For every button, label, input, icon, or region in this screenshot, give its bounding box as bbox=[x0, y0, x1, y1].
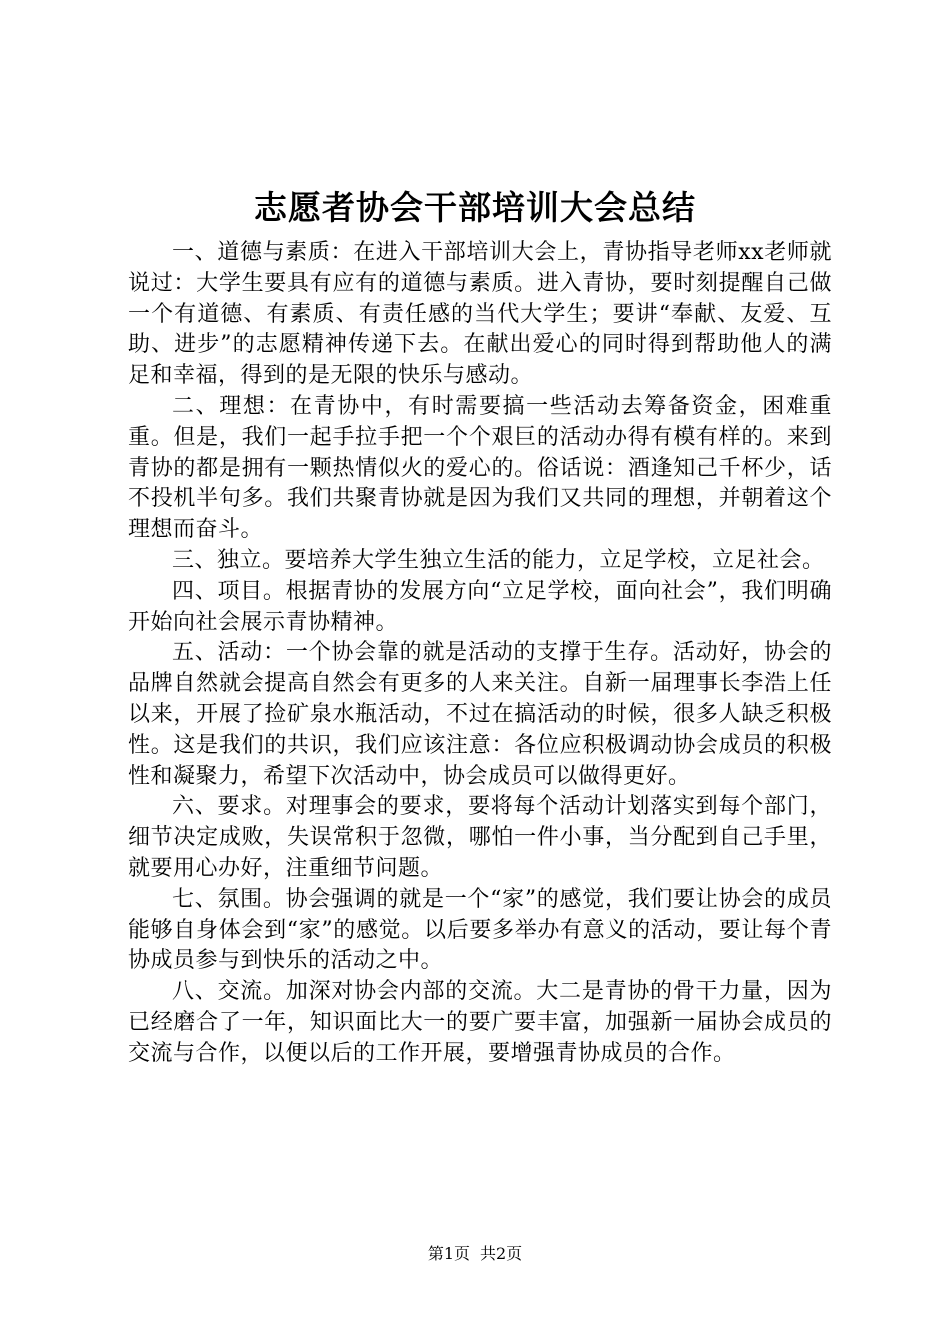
page-number: 第1页 bbox=[427, 1244, 470, 1263]
paragraph-project: 四、项目。根据青协的发展方向“立足学校，面向社会”，我们明确开始向社会展示青协精神。 bbox=[128, 578, 832, 635]
page-footer bbox=[0, 1243, 950, 1265]
document-title: 志愿者协会干部培训大会总结 bbox=[254, 188, 696, 227]
paragraph-requirement: 六、要求。对理事会的要求，要将每个活动计划落实到每个部门，细节决定成败，失误常积于忽微，哪怕一件小事，当分配到自己手里，就要用心办好，注重细节问题。 bbox=[128, 794, 832, 881]
document-body bbox=[128, 238, 832, 1070]
paragraph-morality: 一、道德与素质：在进入干部培训大会上，青协指导老师xx老师就说过：大学生要具有应有的道德与素质。进入青协，要时刻提醒自己做一个有道德、有素质、有责任感的当代大学生；要讲“奉献、友爱、互助、进步”的志愿精神传递下去。在献出爱心的同时得到帮助他人的满足和幸福，得到的是无限的快乐与感动。 bbox=[128, 240, 832, 389]
paragraph-independence: 三、独立。要培养大学生独立生活的能力，立足学校，立足社会。 bbox=[172, 547, 825, 573]
page-total: 共2页 bbox=[480, 1244, 523, 1263]
paragraph-communication: 八、交流。加深对协会内部的交流。大二是青协的骨干力量，因为已经磨合了一年，知识面比大一的要广要丰富，加强新一届协会成员的交流与合作，以便以后的工作开展，要增强青协成员的合作。 bbox=[128, 979, 832, 1066]
paragraph-ideal: 二、理想：在青协中，有时需要搞一些活动去筹备资金，困难重重。但是，我们一起手拉手把一个个艰巨的活动办得有模有样的。来到青协的都是拥有一颗热情似火的爱心的。俗话说：酒逢知己千杯少，话不投机半句多。我们共聚青协就是因为我们又共同的理想，并朝着这个理想而奋斗。 bbox=[128, 393, 832, 543]
paragraph-activity: 五、活动：一个协会靠的就是活动的支撑于生存。活动好，协会的品牌自然就会提高自然会有更多的人来关注。自新一届理事长李浩上任以来，开展了捡矿泉水瓶活动，不过在搞活动的时候，很多人缺乏积极性。这是我们的共识，我们应该注意：各位应积极调动协会成员的积极性和凝聚力，希望下次活动中，协会成员可以做得更好。 bbox=[128, 640, 832, 789]
paragraph-atmosphere: 七、氛围。协会强调的就是一个“家”的感觉，我们要让协会的成员能够自身体会到“家”的感觉。以后要多举办有意义的活动，要让每个青协成员参与到快乐的活动之中。 bbox=[128, 886, 832, 974]
